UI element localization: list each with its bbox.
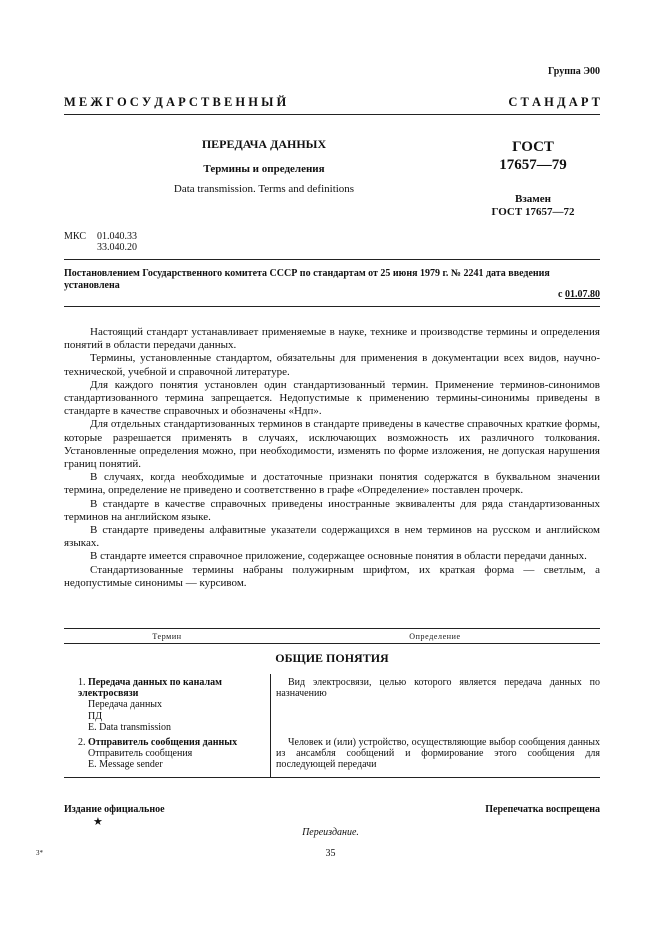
date-prefix: с xyxy=(558,289,563,300)
body-paragraph: В стандарте имеется справочное приложение, содержащее основные понятия в области передачи данных. xyxy=(90,550,587,563)
term-synonym: Передача данных xyxy=(88,699,163,711)
replaces-block xyxy=(466,193,600,219)
document-title-english: Data transmission. Terms and definitions xyxy=(173,183,355,195)
group-label: Группа Э00 xyxy=(548,66,600,77)
term-english: E. Message sender xyxy=(88,759,163,771)
definition-text: Вид электросвязи, целью которого является передача данных по назначению xyxy=(276,677,600,700)
mks-label: МКС xyxy=(64,231,86,242)
mks-code: 33.040.20 xyxy=(97,242,137,253)
column-divider xyxy=(270,674,271,777)
body-paragraph: В случаях, когда необходимые и достаточные признаки понятия содержатся в буквальном значении термина, определение не приведено и соответственно в графе «Определение» поставлен прочерк. xyxy=(64,471,600,497)
gost-number xyxy=(466,138,600,174)
term-english: E. Data transmission xyxy=(88,721,172,733)
date-value: 01.07.80 xyxy=(565,289,600,300)
page-number: 35 xyxy=(325,848,336,859)
term-name: Передача данных по каналам электросвязи xyxy=(78,677,222,700)
body-paragraph: Термины, установленные стандартом, обязательны для применения в документации всех видов, научно-технической, учебной и справочной литературе. xyxy=(64,352,600,378)
term-number: 1. xyxy=(78,677,86,688)
body-paragraph: Для отдельных стандартизованных терминов в стандарте приведены в качестве справочных краткие формы, которые разрешается применять в случаях, исключающих возможность их различного толкования. Установленные определения можно, при необходимости, изменять по форме изложения, не допуская нарушения границ понятий. xyxy=(64,418,600,471)
column-header-term: Термин xyxy=(152,632,182,641)
introduction-date xyxy=(558,289,600,300)
standard-banner xyxy=(64,95,600,110)
term-synonym: Отправитель сообщения xyxy=(88,748,193,760)
body-paragraph: Настоящий стандарт устанавливает применяемые в науке, технике и производстве термины и определения понятий в области передачи данных. xyxy=(64,326,600,352)
document-title: ПЕРЕДАЧА ДАННЫХ xyxy=(201,137,327,151)
body-paragraph: В стандарте приведены алфавитные указатели содержащихся в нем терминов на русском и английском языках. xyxy=(64,524,600,550)
mks-code: 01.040.33 xyxy=(97,231,137,242)
banner-word-standard: С Т А Н Д А Р Т xyxy=(508,95,600,109)
replaces-code: ГОСТ 17657—72 xyxy=(491,206,575,218)
decree-rule xyxy=(64,259,600,260)
definition-entry xyxy=(276,677,600,699)
decree-bottom-rule xyxy=(64,306,600,307)
star-icon: ★ xyxy=(93,816,103,828)
document-subtitle: Термины и определения xyxy=(203,163,325,175)
official-edition-label: Издание официальное xyxy=(64,804,165,815)
decree-text: Постановлением Государственного комитета СССР по стандартам от 25 июня 1979 г. № 2241 дата введения установлена xyxy=(64,268,550,291)
reissue-label: Переиздание. xyxy=(302,827,359,838)
term-number: 2. xyxy=(78,737,86,748)
body-paragraph: Стандартизованные термины набраны полужирным шрифтом, их краткая форма — светлым, а недопустимые синонимы — курсивом. xyxy=(64,563,600,589)
term-name: Отправитель сообщения данных xyxy=(88,737,238,748)
banner-rule xyxy=(64,114,600,115)
definition-text: Человек и (или) устройство, осуществляющие выбор сообщения данных из ансамбля сообщений и формирование этого сообщения для последующей передачи xyxy=(276,737,600,771)
table-bottom-rule xyxy=(64,777,600,778)
section-heading: ОБЩИЕ ПОНЯТИЯ xyxy=(275,651,389,665)
introduction-body xyxy=(64,326,600,590)
gost-label: ГОСТ xyxy=(512,139,554,155)
term-entry xyxy=(78,737,268,771)
definition-entry xyxy=(276,737,600,771)
body-paragraph: В стандарте в качестве справочных приведены иностранные эквиваленты для ряда стандартизованных терминов на английском языке. xyxy=(64,497,600,523)
page-signature-mark: 3* xyxy=(36,849,43,857)
column-header-definition: Определение xyxy=(409,632,461,641)
mks-codes xyxy=(64,231,137,253)
term-entry xyxy=(78,677,268,733)
table-header xyxy=(64,628,600,644)
replaces-label: Взамен xyxy=(515,193,551,205)
reprint-prohibited-label: Перепечатка воспрещена xyxy=(485,804,600,815)
gost-code: 17657—79 xyxy=(499,157,567,173)
term-short-form: ПД xyxy=(88,710,103,722)
banner-word-interstate: М Е Ж Г О С У Д А Р С Т В Е Н Н Ы Й xyxy=(64,95,287,109)
body-paragraph: Для каждого понятия установлен один стандартизованный термин. Применение терминов-синонимов стандартизованного термина запрещается. Недопустимые к применению термины-синонимы приведены в стандарте в качестве справочных и обозначены «Ндп». xyxy=(64,378,600,418)
